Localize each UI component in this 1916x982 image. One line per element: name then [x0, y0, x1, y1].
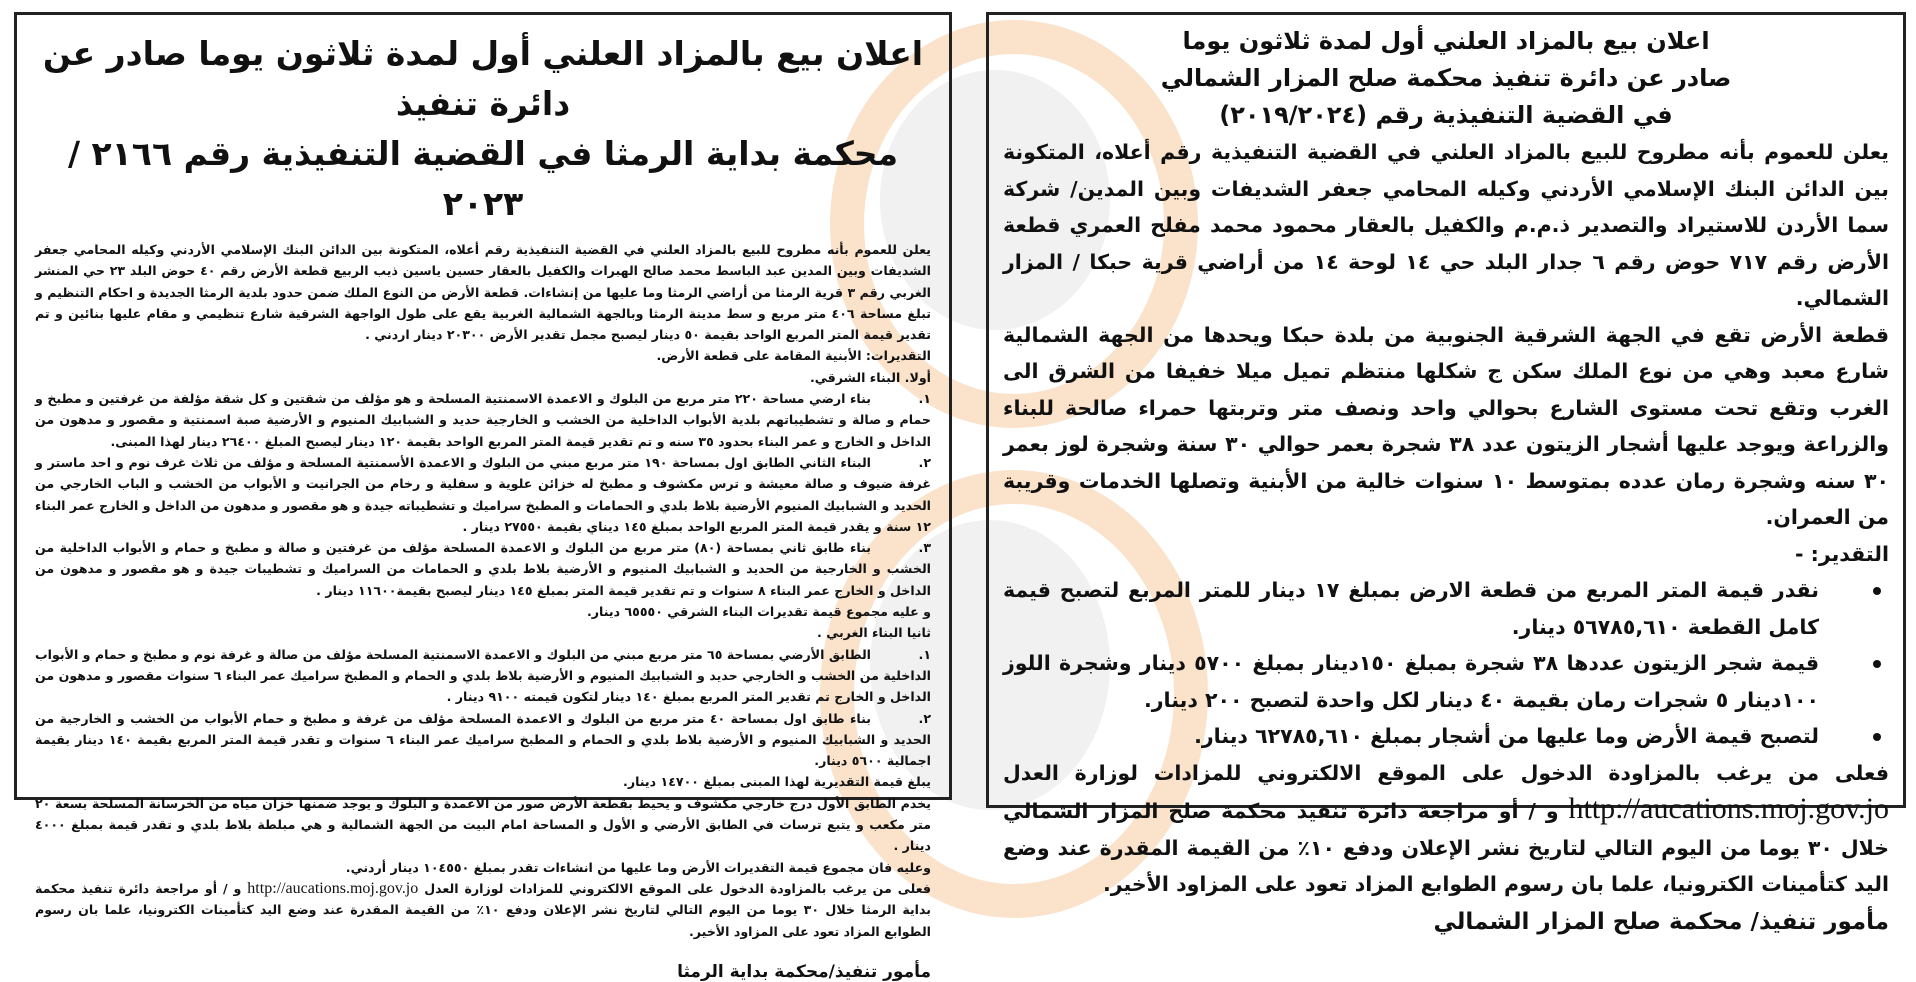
item-text: بناء طابق اول بمساحة ٤٠ متر مربع من البلوك و الاعمدة المسلحة مؤلف من غرفة و مطبخ و حمام الأبواب من الخشب و الخارجية من الحديد و الشبابيك المنيوم و الأرضية بلاط بلدي و الحمام و المطبخ سراميك عمر البناء ٦ سنوات و تقدر قيمة المتر المربع بقيمة ١٤٠ دينار بقيمة اجمالية ٥٦٠٠ دينار.	[35, 710, 931, 769]
item-number: ٢.	[918, 710, 932, 726]
left-auction-notice	[14, 12, 952, 982]
west-item	[35, 708, 931, 772]
item-number: ٣.	[918, 540, 931, 556]
east-building-heading: أولا. البناء الشرقي.	[809, 369, 931, 385]
closing-text: و / أو مراجعة دائرة تنفيذ محكمة صلح المزار الشمالي خلال ٣٠ يوما من اليوم التالي لتاريخ نشر الإعلان ودفع ١٠٪ من القيمة المقدرة عند وضع اليد كتأمينات الكترونيا، علما بان رسوم الطوابع المزاد تعود على المزاود الأخير.	[1003, 799, 1889, 896]
item-text: بناء طابق ثاني بمساحة (٨٠) متر مربع من البلوك و الاعمدة المسلحة مؤلف من غرفتين و صالة و مطبخ و حمام و الأبواب الداخلية من الخشب و الخارجية من الحديد و الشبابيك المنيوم و الأرضية بلاط بلدي و الحمامات من السراميك و تشطيبات جيدة و هو مقصور و مدهون من الداخل و الخارج عمر البناء ٨ سنوات و تم تقدير قيمة المتر بمبلغ ١٤٥ دينار ليصبح بقيمة١١٦٠٠ دينار .	[35, 540, 931, 598]
title-line: في القضية التنفيذية رقم (٢٠١٩/٢٠٢٤)	[1219, 101, 1673, 129]
right-notice-title	[1003, 23, 1889, 134]
intro-paragraph: يعلن للعموم بأنه مطروح للبيع بالمزاد العلني في القضية التنفيذية رقم أعلاه، المتكونة بين الدائن البنك الإسلامي الأردني وكيله المحامي جعفر الشديفات وبين المدين/ شركة سما الأردن للاستيراد والتصدير ذ.م.م والكفيل بالعقار محمود محمد مفلح العمري قطعة الأرض رقم ٧١٧ حوض رقم ٦ جدار البلد حي ١٤ لوحة ١٤ من أراضي قرية حبكا / المزار الشمالي.	[1003, 140, 1890, 310]
closing-paragraph	[1003, 755, 1889, 903]
intro-paragraph: يعلن للعموم بأنه مطروح للبيع بالمزاد العلني في القضية التنفيذية رقم أعلاه، المتكونة بين الدائن البنك الإسلامي الأردني وكيله المحامي جعفر الشديفات وبين المدين عبد الباسط محمد صالح الهبرات والكفيل بالعقار حسين ياسين ذيب الربيع قطعة الأرض رقم ٤٠ حوض البلد ٢٣ حي المنشر الغربي رقم ٣ قرية الرمثا من أراضي الرمثا وما عليها من إنشاءات. قطعة الأرض من النوع الملك ضمن حدود بلدية الرمثا الجديدة و احكام التنظيم و تبلغ مساحة ٤٠٦ متر مربع و سط مدينة الرمثا وبالجهة الشمالية الغربية يقع على طول الواجهة الشرقية شارع تنظيمي و مقام عليها بنائين و تم تقدير قيمة المتر المربع الواحد بقيمة ٥٠ دينار ليصبح مجمل تقدير الأرض ٢٠٣٠٠ دينار اردني .	[35, 242, 931, 343]
estimate-bullet: نقدر قيمة المتر المربع من قطعة الارض بمبلغ ١٧ دينار للمتر المربع لتصبح قيمة كامل القطعة ٥٦٧٨٥,٦١٠ دينار.	[1003, 572, 1889, 645]
description-paragraph: قطعة الأرض تقع في الجهة الشرقية الجنوبية من بلدة حبكا ويحدها من الجهة الشمالية شارع معبد وهي من نوع الملك سكن ج شكلها منتظم تميل ميلا خفيفا من الشرق الى الغرب وتقع تحت مستوى الشارع بحوالي واحد ونصف متر وتربتها حمراء صالحة للبناء والزراعة ويوجد عليها أشجار الزيتون عدد ٣٨ شجرة بعمر حوالي ٣٠ سنة وشجرة لوز بعمر ٣٠ سنه وشجرة رمان عدده بمتوسط ١٠ سنوات خالية من الأبنية وتصلها الخدمات وقريبة من العمران.	[1003, 322, 1889, 529]
closing-text: و / أو مراجعة دائرة تنفيذ محكمة بداية الرمثا خلال ٣٠ يوما من اليوم التالي لتاريخ نشر الإعلان ودفع ١٠٪ من القيمة المقدرة عند وضع اليد كتأمينات الكترونيا، علما بان رسوم الطوابع المزاد تعود على المزاود الأخير.	[35, 880, 931, 939]
estimates-heading: التقديرات: الأبنية المقامة على قطعة الأرض.	[656, 348, 931, 364]
closing-text: فعلى من يرغب بالمزاودة الدخول على الموقع الالكتروني للمزادات لوزارة العدل	[424, 880, 931, 896]
title-line: اعلان بيع بالمزاد العلني أول لمدة ثلاثون يوما صادر عن دائرة تنفيذ	[42, 34, 924, 123]
estimate-bullet: لتصبح قيمة الأرض وما عليها من أشجار بمبلغ ٦٢٧٨٥,٦١٠ دينار.	[1003, 718, 1889, 755]
right-notice-body	[1003, 134, 1889, 935]
extras-paragraph: يخدم الطابق الأول درج خارجي مكشوف و يحيط بقطعة الأرض صور من الاعمدة و البلوك و يوجد ضمنها خزان مياه من الخرسانة المسلحة بسعة ٢٠ متر مكعب و يتبع ترسات في الطابق الأرضي و الأول و المساحة امام البيت من الجهة الشمالية و هي مبلطة بلاط بلدي و تقدر قيمة بمبلغ ٤٠٠٠ دينار .	[35, 795, 931, 854]
auction-url-link[interactable]: http://aucations.moj.gov.jo	[1568, 792, 1889, 825]
east-item	[35, 537, 931, 601]
east-total: و عليه مجموع قيمة تقديرات البناء الشرقي ٦٥٥٥٠ دينار.	[586, 604, 931, 620]
west-total: يبلغ قيمة التقديرية لهذا المبنى بمبلغ ١٤٧٠٠ دينار.	[623, 774, 931, 790]
estimate-heading: التقدير: -	[1795, 541, 1889, 566]
left-notice-title	[35, 29, 931, 229]
item-text: بناء ارضي مساحة ٢٢٠ متر مربع من البلوك و الاعمدة الاسمنتية المسلحة و هو مؤلف من شقتين و كل شقة مؤلفة من غرفتين و مطبخ و حمام و صالة و تشطيباتهم بلدية الأبواب الداخلية من الخشب و الخارجية حديد و الشبابيك المنيوم و الأرضية صبة اسمنتية و مقصور و مدهون من الداخل و الخارج و عمر البناء بحدود ٣٥ سنه و تم تقدير قيمة المتر المربع الواحد بقيمة ١٢٠ دينار ليصبح المبلغ ٢٦٤٠٠ دينار لهذا المبنى.	[35, 391, 931, 449]
title-line: صادر عن دائرة تنفيذ محكمة صلح المزار الشمالي	[1160, 64, 1732, 92]
east-item	[35, 388, 931, 452]
west-building-heading: ثانيا البناء الغربي .	[817, 625, 931, 641]
title-line: اعلان بيع بالمزاد العلني أول لمدة ثلاثون يوما	[1182, 27, 1710, 55]
grand-total: وعليه فان مجموع قيمة التقديرات الأرض وما عليها من انشاءات تقدر بمبلغ ١٠٤٥٥٠ دينار أردني.	[345, 859, 931, 875]
item-number: ١.	[918, 391, 931, 407]
signature: مأمور تنفيذ/محكمة بداية الرمثا	[677, 961, 931, 982]
east-item	[35, 452, 931, 537]
left-notice-body	[35, 239, 931, 982]
west-item	[35, 644, 931, 708]
closing-paragraph	[35, 878, 931, 942]
item-text: البناء الثاني الطابق اول بمساحة ١٩٠ متر مربع مبني من البلوك و الاعمدة الأسمنتية المسلحة و مؤلف من ثلاث غرف نوم و احد ماستر و غرفة ضيوف و صالة معيشة و ترس مكشوف و مطبخ له خزائن علوية و سفلية و رخام من الجرانيت و الأبواب من الخشب و الباب الخارجي من الحديد و الشبابيك المنيوم الأرضية بلاط بلدي و الحمامات و المطبخ سراميك و تشطيباته جيدة و هو مقصور و مدهون من الداخل و الخارج عمر البناء ١٢ سنة و يقدر قيمة المتر المربع الواحد بمبلغ ١٤٥ ديناي بقيمة ٢٧٥٥٠ دينار .	[35, 454, 931, 534]
signature: مأمور تنفيذ/ محكمة صلح المزار الشمالي	[1433, 908, 1889, 935]
auction-url-link[interactable]: http://aucations.moj.gov.jo	[247, 879, 419, 897]
item-number: ٢.	[918, 454, 931, 470]
item-number: ١.	[918, 646, 932, 662]
right-auction-notice	[986, 12, 1906, 935]
item-text: الطابق الأرضي بمساحة ٦٥ متر مربع مبني من البلوك و الاعمدة الاسمنتية المسلحة مؤلف من صالة و غرفة نوم و مطبخ و حمام و الأبواب الداخلية من الخشب و الخارجي حديد و الشبابيك المنيوم و الأرضية بلاط بلدي و الحمام و المطبخ سراميك عمر البناء ٦ سنوات مقصور و مدهون من الداخل و الخارج تم تقدير المتر المربع بمبلغ ١٤٠ دينار لتكون قيمته ٩١٠٠ دينار .	[35, 646, 931, 705]
title-line: محكمة بداية الرمثا في القضية التنفيذية رقم ٢١٦٦ / ٢٠٢٣	[67, 134, 899, 223]
estimate-bullet: قيمة شجر الزيتون عددها ٣٨ شجرة بمبلغ ١٥٠دينار بمبلغ ٥٧٠٠ دينار وشجرة اللوز ١٠٠دينار ٥ شجرات رمان بقيمة ٤٠ دينار لكل واحدة لتصبح ٢٠٠ دينار.	[1003, 645, 1889, 718]
closing-text: فعلى من يرغب بالمزاودة الدخول على الموقع الالكتروني للمزادات لوزارة العدل	[1003, 760, 1889, 785]
